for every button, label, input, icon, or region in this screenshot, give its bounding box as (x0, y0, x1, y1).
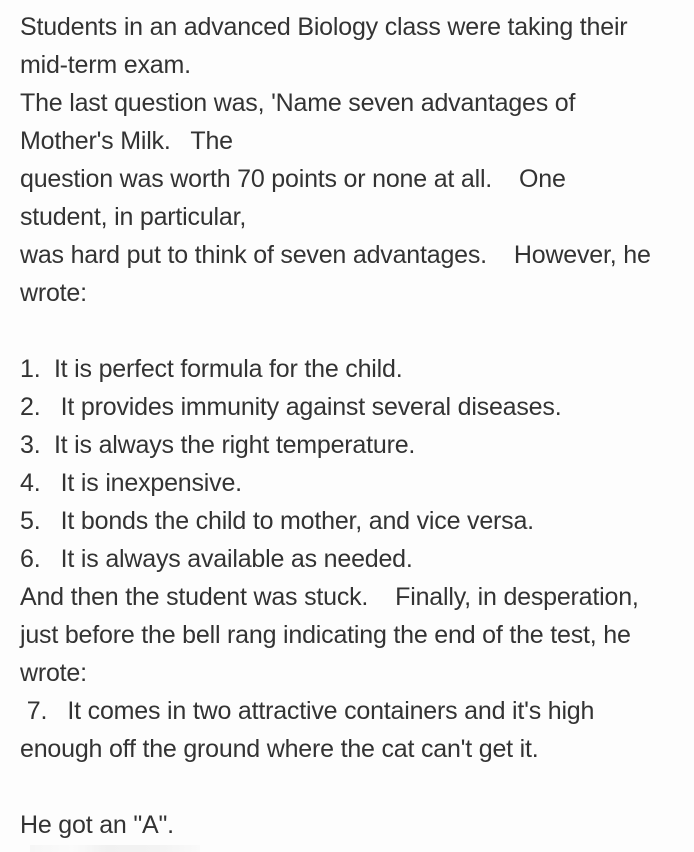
text-line: enough off the ground where the cat can't get it. (20, 735, 539, 763)
text-line-list-item: 5. It bonds the child to mother, and vice versa. (20, 507, 534, 535)
text-line: Mother's Milk. The (20, 127, 233, 155)
text-line: mid-term exam. (20, 51, 191, 79)
text-line: was hard put to think of seven advantages. However, he (20, 241, 651, 269)
text-line: just before the bell rang indicating the end of the test, he (20, 621, 631, 649)
text-line: question was worth 70 points or none at all. One (20, 165, 566, 193)
text-line: wrote: (20, 659, 87, 687)
text-line-list-item: 3. It is always the right temperature. (20, 431, 416, 459)
text-line-blank (20, 312, 684, 350)
text-line: The last question was, 'Name seven advantages of (20, 89, 576, 117)
text-line-list-item: 6. It is always available as needed. (20, 545, 413, 573)
document-text (20, 8, 684, 844)
text-line: wrote: (20, 279, 87, 307)
text-line-list-item: 7. It comes in two attractive containers and it's high (20, 697, 595, 725)
text-line: And then the student was stuck. Finally, in desperation, (20, 583, 639, 611)
cutoff-artifact (30, 845, 200, 852)
text-line: student, in particular, (20, 203, 247, 231)
text-line-list-item: 1. It is perfect formula for the child. (20, 355, 403, 383)
text-line-blank (20, 768, 684, 806)
text-line-list-item: 4. It is inexpensive. (20, 469, 242, 497)
text-line-list-item: 2. It provides immunity against several diseases. (20, 393, 562, 421)
text-line-punchline: He got an "A". (20, 811, 174, 839)
text-line: Students in an advanced Biology class were taking their (20, 13, 628, 41)
